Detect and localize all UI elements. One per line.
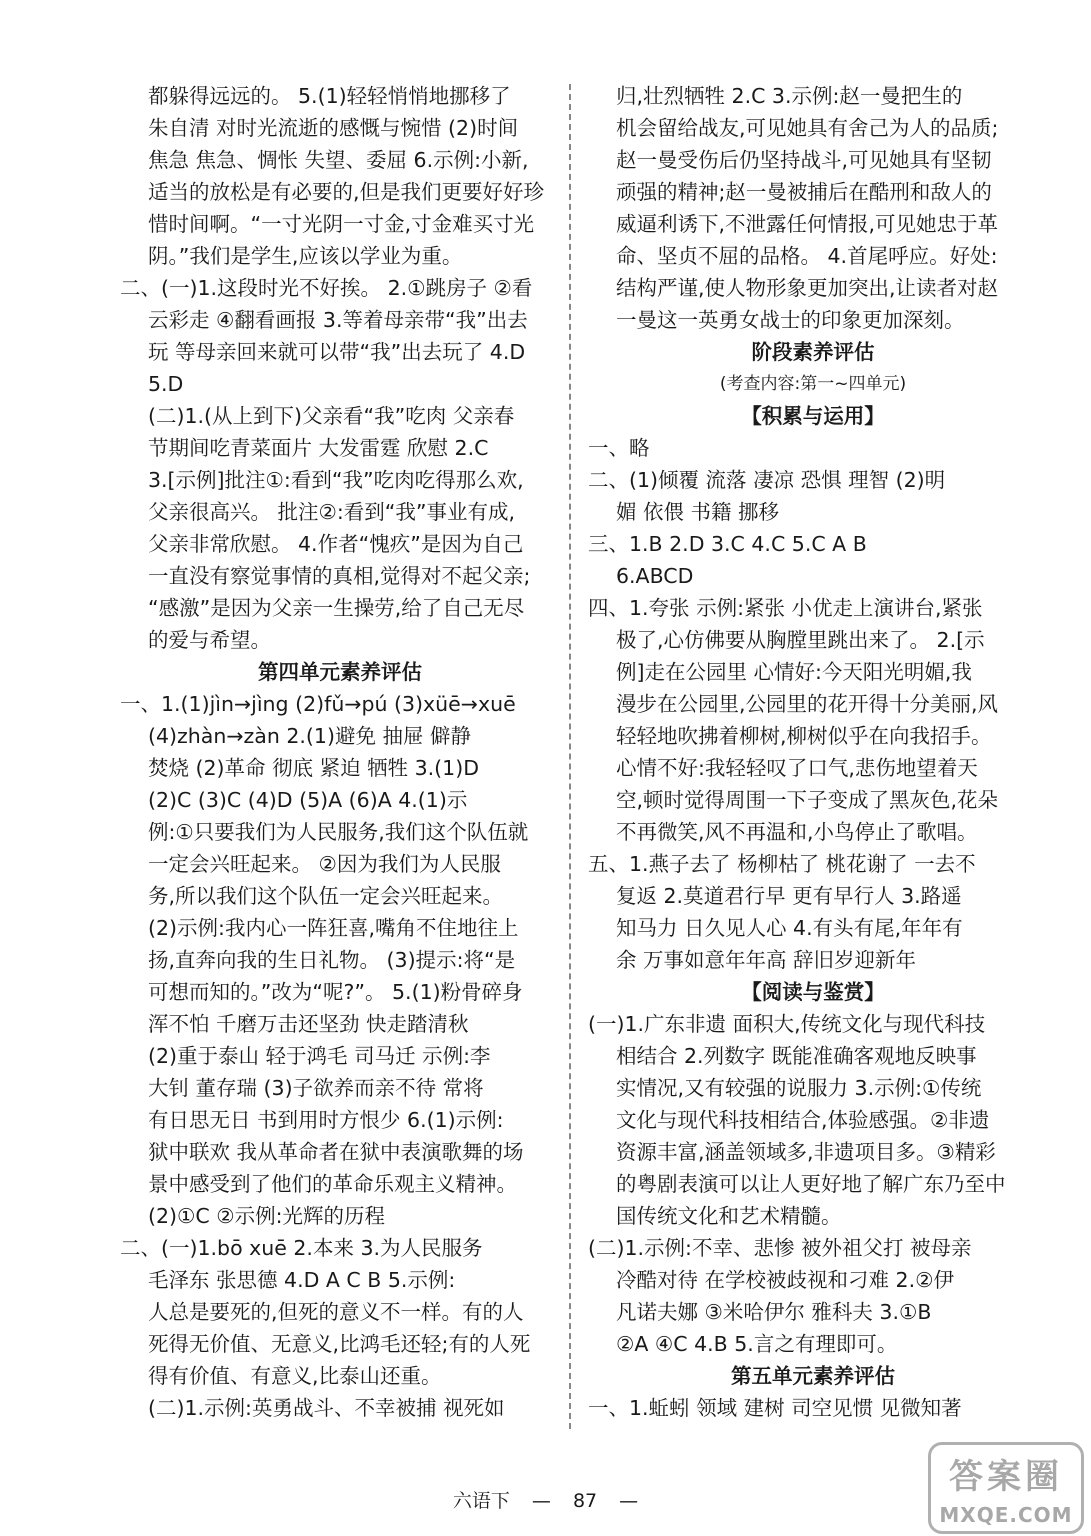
- answer-line: 例]走在公园里 心情好:今天阳光明媚,我: [616, 660, 972, 684]
- answer-line: 赵一曼受伤后仍坚持战斗,可见她具有坚韧: [616, 148, 992, 172]
- section-heading: 第四单元素养评估: [258, 660, 422, 684]
- watermark-logo: [928, 1442, 1084, 1534]
- answer-line: “感激”是因为父亲一生操劳,给了自己无尽: [148, 596, 525, 620]
- answer-line: 一、1.(1)jìn→jìng (2)fǔ→pú (3)xüē→xuē: [120, 692, 516, 716]
- answer-line: 一曼这一英勇女战士的印象更加深刻。: [616, 308, 965, 332]
- column-divider: [569, 84, 571, 1429]
- answer-line: 结构严谨,使人物形象更加突出,让读者对赵: [616, 276, 999, 300]
- answer-line: 有日思无日 书到用时方恨少 6.(1)示例:: [148, 1108, 504, 1132]
- answer-line: 例:①只要我们为人民服务,我们这个队伍就: [148, 820, 529, 844]
- answer-line: 6.ABCD: [616, 564, 694, 588]
- section-heading: 阶段素养评估: [751, 340, 875, 364]
- answer-line: 顽强的精神;赵一曼被捕后在酷刑和敌人的: [616, 180, 992, 204]
- answer-line: 朱自清 对时光流逝的感慨与惋惜 (2)时间: [148, 116, 519, 140]
- answer-line: 二、(一)1.这段时光不好挨。 2.①跳房子 ②看: [120, 276, 533, 300]
- answer-line: 二、(1)倾覆 流落 凄凉 恐惧 理智 (2)明: [588, 468, 946, 492]
- answer-line: 余 万事如意年年高 辞旧岁迎新年: [616, 948, 917, 972]
- answer-line: 3.[示例]批注①:看到“我”吃肉吃得那么欢,: [148, 468, 524, 492]
- answer-line: 可想而知的。”改为“呢?”。 5.(1)粉骨碎身: [148, 980, 523, 1004]
- answer-line: 复返 2.莫道君行早 更有早行人 3.路遥: [616, 884, 962, 908]
- answer-line: 一直没有察觉事情的真相,觉得对不起父亲;: [148, 564, 531, 588]
- answer-line: 浑不怕 千磨万击还坚劲 快走踏清秋: [148, 1012, 469, 1036]
- watermark-top-text: 答案圈: [949, 1457, 1063, 1497]
- answer-line: 机会留给战友,可见她具有舍己为人的品质;: [616, 116, 999, 140]
- answer-line: 心情不好:我轻轻叹了口气,悲伤地望着天: [616, 756, 978, 780]
- footer-dash-right: —: [619, 1490, 639, 1512]
- answer-line: 景中感受到了他们的革命乐观主义精神。: [148, 1172, 517, 1196]
- answer-line: 媚 依偎 书籍 挪移: [616, 500, 780, 524]
- answer-line: 节期间吃青菜面片 大发雷霆 欣慰 2.C: [148, 436, 489, 460]
- answer-line: 都躲得远远的。 5.(1)轻轻悄悄地挪移了: [148, 84, 511, 108]
- answer-line: 不再微笑,风不再温和,小鸟停止了歌唱。: [616, 820, 978, 844]
- answer-line: (2)C (3)C (4)D (5)A (6)A 4.(1)示: [148, 788, 468, 812]
- answer-line: 焦急 焦急、惆怅 失望、委屈 6.示例:小新,: [148, 148, 529, 172]
- answer-line: 极了,心仿佛要从胸膛里跳出来了。 2.[示: [616, 628, 985, 652]
- answer-line: 相结合 2.列数字 既能准确客观地反映事: [616, 1044, 977, 1068]
- answer-line: 玩 等母亲回来就可以带“我”出去玩了 4.D: [148, 340, 526, 364]
- footer-dash-left: —: [531, 1490, 551, 1512]
- section-heading: 【阅读与鉴赏】: [741, 980, 885, 1004]
- right-column: [588, 80, 1038, 1424]
- answer-line: 命、坚贞不屈的品格。 4.首尾呼应。好处:: [616, 244, 998, 268]
- answer-line: 云彩走 ④翻看画报 3.等着母亲带“我”出去: [148, 308, 528, 332]
- section-heading: 【积累与运用】: [741, 404, 885, 428]
- answer-line: 漫步在公园里,公园里的花开得十分美丽,风: [616, 692, 999, 716]
- answer-line: 五、1.燕子去了 杨柳枯了 桃花谢了 一去不: [588, 852, 976, 876]
- answer-line: 适当的放松是有必要的,但是我们更要好好珍: [148, 180, 545, 204]
- answer-line: 凡诺夫娜 ③米哈伊尔 雅科夫 3.①B: [616, 1300, 932, 1324]
- answer-line: 二、(一)1.bō xuē 2.本来 3.为人民服务: [120, 1236, 483, 1260]
- answer-line: 国传统文化和艺术精髓。: [616, 1204, 842, 1228]
- answer-line: 父亲非常欣慰。 4.作者“愧疚”是因为自己: [148, 532, 524, 556]
- answer-line: 阴。”我们是学生,应该以学业为重。: [148, 244, 463, 268]
- left-column: [120, 80, 560, 1424]
- answer-line: 焚烧 (2)革命 彻底 紧迫 牺牲 3.(1)D: [148, 756, 480, 780]
- answer-line: 归,壮烈牺牲 2.C 3.示例:赵一曼把生的: [616, 84, 963, 108]
- answer-line: 父亲很高兴。 批注②:看到“我”事业有成,: [148, 500, 516, 524]
- answer-line: 人总是要死的,但死的意义不一样。有的人: [148, 1300, 524, 1324]
- answer-line: (2)示例:我内心一阵狂喜,嘴角不住地往上: [148, 916, 519, 940]
- answer-line: 狱中联欢 我从革命者在狱中表演歌舞的场: [148, 1140, 524, 1164]
- answer-line: 务,所以我们这个队伍一定会兴旺起来。: [148, 884, 504, 908]
- answer-line: 知马力 日久见人心 4.有头有尾,年年有: [616, 916, 963, 940]
- section-subheading: (考查内容:第一~四单元): [719, 374, 907, 394]
- answer-line: 死得无价值、无意义,比鸿毛还轻;有的人死: [148, 1332, 531, 1356]
- answer-line: 5.D: [148, 372, 184, 396]
- answer-line: 威逼利诱下,不泄露任何情报,可见她忠于革: [616, 212, 999, 236]
- answer-line: (2)①C ②示例:光辉的历程: [148, 1204, 386, 1228]
- answer-line: (二)1.示例:不幸、悲惨 被外祖父打 被母亲: [588, 1236, 972, 1260]
- answer-line: 冷酷对待 在学校被歧视和刁难 2.②伊: [616, 1268, 954, 1292]
- page-number: 87: [572, 1490, 598, 1512]
- answer-line: 三、1.B 2.D 3.C 4.C 5.C A B: [588, 532, 867, 556]
- section-heading: 第五单元素养评估: [731, 1364, 895, 1388]
- watermark-bottom-text: MXQE.COM: [939, 1503, 1073, 1527]
- answer-line: (2)重于泰山 轻于鸿毛 司马迁 示例:李: [148, 1044, 491, 1068]
- answer-line: 扬,直奔向我的生日礼物。 (3)提示:将“是: [148, 948, 516, 972]
- answer-line: 一、略: [588, 436, 650, 460]
- answer-line: 四、1.夸张 示例:紧张 小优走上演讲台,紧张: [588, 596, 983, 620]
- answer-line: (二)1.(从上到下)父亲看“我”吃肉 父亲春: [148, 404, 515, 428]
- answer-line: 一、1.蚯蚓 领域 建树 司空见惯 见微知著: [588, 1396, 962, 1420]
- answer-line: 的粤剧表演可以让人更好地了解广东乃至中: [616, 1172, 1006, 1196]
- answer-line: 惜时间啊。“一寸光阴一寸金,寸金难买寸光: [148, 212, 535, 236]
- answer-line: 大钊 董存瑞 (3)子欲养而亲不待 常将: [148, 1076, 484, 1100]
- answer-line: 得有价值、有意义,比泰山还重。: [148, 1364, 442, 1388]
- answer-line: (二)1.示例:英勇战斗、不幸被捕 视死如: [148, 1396, 505, 1420]
- answer-line: 毛泽东 张思德 4.D A C B 5.示例:: [148, 1268, 456, 1292]
- footer-subject: 六语下: [452, 1490, 510, 1512]
- answer-line: 文化与现代科技相结合,体验感强。②非遗: [616, 1108, 990, 1132]
- answer-line: 资源丰富,涵盖领域多,非遗项目多。③精彩: [616, 1140, 996, 1164]
- answer-line: ②A ④C 4.B 5.言之有理即可。: [616, 1332, 898, 1356]
- answer-line: (一)1.广东非遗 面积大,传统文化与现代科技: [588, 1012, 986, 1036]
- answer-line: 的爱与希望。: [148, 628, 271, 652]
- answer-line: 空,顿时觉得周围一下子变成了黑灰色,花朵: [616, 788, 999, 812]
- answer-line: 轻轻地吹拂着柳树,柳树似乎在向我招手。: [616, 724, 992, 748]
- answer-line: (4)zhàn→zàn 2.(1)避免 抽屉 僻静: [148, 724, 471, 748]
- answer-line: 一定会兴旺起来。 ②因为我们为人民服: [148, 852, 501, 876]
- answer-line: 实情况,又有较强的说服力 3.示例:①传统: [616, 1076, 982, 1100]
